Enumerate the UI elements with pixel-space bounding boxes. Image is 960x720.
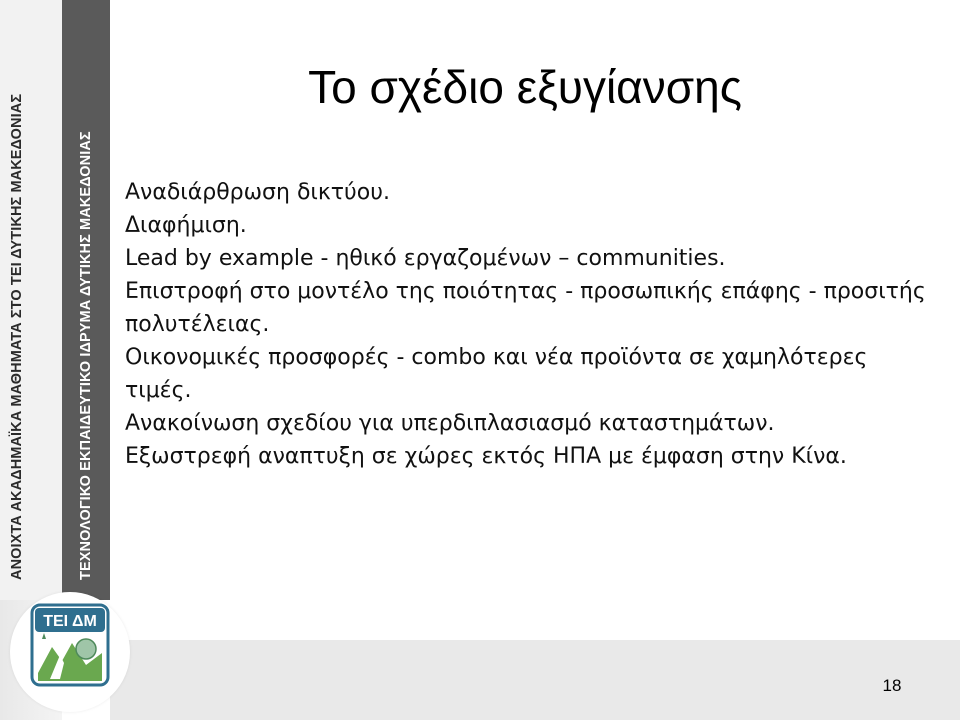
- logo-text: ΤΕΙ ΔΜ: [43, 613, 97, 630]
- bullet-list: [125, 176, 935, 473]
- tei-logo-icon: [30, 603, 110, 687]
- list-item: Lead by example - ηθικό εργαζομένων – communities.: [125, 246, 726, 271]
- list-item: Οικονομικές προσφορές - combo και νέα προϊόντα σε χαμηλότερες τιμές.: [125, 345, 868, 403]
- list-item: Αναδιάρθρωση δικτύου.: [125, 180, 390, 205]
- list-item: Διαφήμιση.: [125, 213, 247, 238]
- page-number: 18: [882, 676, 902, 695]
- list-item: Εξωστρεφή αναπτυξη σε χώρες εκτός ΗΠΑ με έμφαση στην Κίνα.: [125, 444, 847, 469]
- slide-title: Το σχέδιο εξυγίανσης: [308, 61, 742, 113]
- open-courses-vertical-label: ΑΝΟΙΧΤΑ ΑΚΑΔΗΜΑΪΚΑ ΜΑΘΗΜΑΤΑ ΣΤΟ ΤΕΙ ΔΥΤΙΚΗΣ ΜΑΚΕΔΟΝΙΑΣ: [9, 93, 25, 580]
- list-item: Ανακοίνωση σχεδίου για υπερδιπλασιασμό καταστημάτων.: [125, 411, 775, 436]
- footer-bar: [110, 640, 960, 720]
- list-item: Επιστροφή στο μοντέλο της ποιότητας - προσωπικής επάφης - προσιτής πολυτέλειας.: [125, 279, 926, 337]
- institution-vertical-label: ΤΕΧΝΟΛΟΓΙΚΟ ΕΚΠΑΙΔΕΥΤΙΚΟ ΙΔΡΥΜΑ ΔΥΤΙΚΗΣ ΜΑΚΕΔΟΝΙΑΣ: [78, 131, 94, 580]
